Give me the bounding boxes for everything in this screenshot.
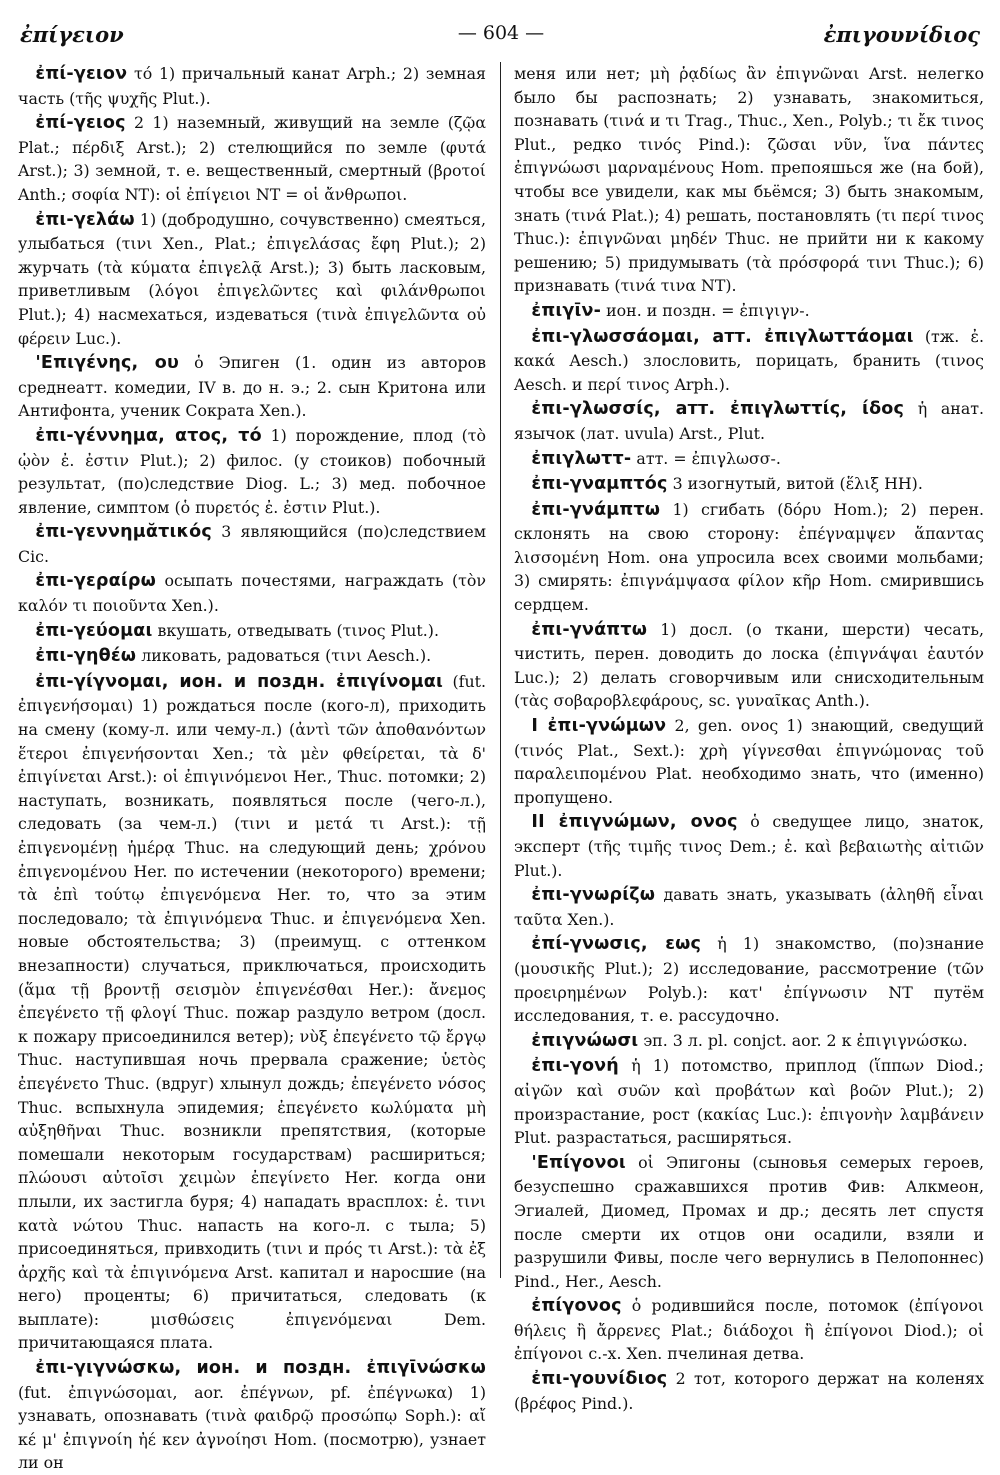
dictionary-entry [514, 1054, 984, 1149]
entry-definition: осыпать почестями, награждать (τὸν καλόν τι ποιοῦντα Xen.). [18, 571, 486, 616]
entry-definition: 3 изогнутый, витой (ἕλιξ HH). [667, 474, 923, 494]
entry-definition: ὁ родившийся после, потомок (ἐπίγονοι θήλεις ἢ ἄρρενες Plat.; διάδοχοι ἢ ἐπίγονοι Diod.); οἱ ἐπίγονοι с.-х. Xen. пчелиная детва. [514, 1296, 984, 1364]
entry-definition: 1) досл. (о ткани, шерсти) чесать, чистить, перен. доводить до лоска (ἐπιγνάψαι ἑαυτόν Luc.); 2) делать сговорчивым или снисходительным (τὰς σοβαροβλεφάρους, sc. γυναῖκας Anth.). [514, 619, 984, 711]
dictionary-entry [514, 932, 984, 1027]
entry-headword: ἐπι-γναμπτός [531, 474, 668, 495]
dictionary-entry [514, 810, 984, 882]
dictionary-entry [514, 472, 984, 497]
entry-definition: (тж. ἐ. κακά Aesch.) злословить, порицать, бранить (τινος Aesch. и περί τινος Arph.). [514, 326, 984, 394]
dictionary-entry [514, 325, 984, 397]
entry-headword: ἐπι-γηθέω [35, 646, 137, 667]
left-column [18, 62, 486, 1473]
entry-definition: (fut. ἐπιγνώσομαι, aor. ἐπέγνων, pf. ἐπέγνωκα) 1) узнавать, опознавать (τινὰ φαιδρῷ προσώπῳ Soph.): αἴ κέ μ' ἐπιγνοίη ἠέ κεν ἀγνοίησι Hom. (посмотрю), узнает ли он [18, 1382, 486, 1473]
entry-headword: ἐπιγνώωσι [531, 1030, 639, 1051]
entry-definition: 3 являющийся (по)следствием Cic. [18, 522, 486, 566]
entry-headword: ἐπι-γέννημα, ατος, τό [35, 425, 262, 446]
dictionary-entry [514, 299, 984, 324]
entry-definition: ἡ 1) знакомство, (по)знание (μουσικῆς Plut.); 2) исследование, рассмотрение (τῶν προειρημένων Polyb.): κατ' ἐπίγνωσιν NT путём исследования, т. е. рассудочно. [514, 934, 985, 1026]
entry-headword: ἐπι-γίγνομαι, ион. и поздн. ἐπιγίνομαι [35, 671, 443, 692]
entry-headword: I ἐπι-γνώμων [531, 716, 667, 737]
entry-definition: 2 тот, которого держат на коленях (βρέφος Pind.). [514, 1369, 984, 1413]
running-head-left: ἐπίγειον [20, 22, 124, 47]
dictionary-entry [514, 447, 984, 472]
entry-headword: ἐπι-γνωρίζω [531, 885, 656, 906]
dictionary-entry [514, 1367, 984, 1415]
dictionary-entry [514, 397, 984, 445]
entry-headword: ἐπίγονος [531, 1296, 622, 1317]
entry-headword: ἐπι-γεραίρω [35, 571, 157, 592]
entry-headword: ἐπί-γειος [35, 113, 126, 134]
entry-definition: ὁ Эпиген (1. один из авторов среднеатт. комедии, IV в. до н. э.; 2. сын Критона или Антифонта, ученик Сократа Xen.). [18, 353, 486, 421]
running-head-right: ἐπιγουνίδιος [823, 22, 980, 47]
entry-definition: ион. и поздн. = ἐπιγιγν-. [601, 300, 810, 320]
entry-headword: ἐπί-γειον [35, 64, 128, 84]
entry-definition: τό 1) причальный канат Arph.; 2) земная часть (τῆς ψυχῆς Plut.). [18, 64, 486, 108]
entry-headword: ἐπι-γνάπτω [531, 619, 648, 640]
entry-definition: 1) сгибать (δόρυ Hom.); 2) перен. склонять на свою сторону: ἐπέγναμψεν ἅπαντας λισσομένη Hom. она упросила всех своими мольбами; 3) смирять: ἐπιγνάμψασα φίλον κῆρ Hom. смирившись сердцем. [514, 499, 984, 615]
entry-definition: ἡ 1) потомство, приплод (ἵππων Diod.; αἰγῶν καὶ συῶν καὶ προβάτων καὶ βοῶν Plut.); 2) произрастание, рост (κακίας Luc.): ἐπιγονὴν λαμβάνειν Plut. разрастаться, расширяться. [514, 1056, 984, 1148]
column-divider [500, 62, 501, 1278]
entry-headword: ἐπί-γνωσις, εως [531, 934, 702, 955]
dictionary-entry [514, 62, 984, 298]
entry-headword: ἐπι-γλωσσάομαι, атт. ἐπιγλωττάομαι [531, 326, 914, 347]
dictionary-entry [514, 1029, 984, 1054]
entry-headword: 'Επιγένης, ου [35, 353, 179, 374]
entry-definition: меня или нет; μὴ ῥᾳδίως ἂν ἐπιγνῶναι Arst. нелегко было бы распознать; 2) узнавать, знакомиться, познавать (τινά и τι Trag., Thuc., Xen., Polyb.; τι ἔκ τινος Plut., редко τινός Pind.): ζῶσαι νῦν, ἵνα πάντες ἐπιγνώωσι μαρναμένους Hom. препояшься же (на бой), чтобы все увидели, как мы бьёмся; 3) быть знакомым, знать (τινά Plat.); 4) решать, постановлять (τι περί τινος Thuc.): ἐπιγνῶναι μηδέν Thuc. не прийти ни к какому решению; 5) придумывать (τὰ πρόσφορά τινι Thuc.); 6) признавать (τινά τινα NT). [514, 64, 984, 296]
entry-definition: ἡ анат. язычок (лат. uvula) Arst., Plut. [514, 399, 984, 443]
entry-headword: ἐπιγλωττ- [531, 448, 632, 469]
dictionary-entry [514, 883, 984, 931]
dictionary-entry [514, 498, 984, 617]
dictionary-entry [18, 1356, 486, 1475]
page-number: — 604 — [457, 22, 545, 44]
dictionary-entry [18, 619, 486, 644]
dictionary-entry [514, 618, 984, 713]
dictionary-entry [18, 644, 486, 669]
dictionary-entry [18, 569, 486, 617]
entry-definition: 1) порождение, плод (τὸ ᾠὸν ἐ. ἐστιν Plut.); 2) филос. (у стоиков) побочный результат, (по)следствие Diog. L.; 3) мед. побочное явление, симптом (ὁ πυρετός ἐ. ἐστιν Plut.). [18, 425, 486, 517]
dictionary-entry [18, 520, 486, 568]
entry-definition: ликовать, радоваться (τινι Aesch.). [136, 646, 432, 666]
entry-headword: II ἐπιγνώμων, ονος [531, 812, 738, 833]
entry-definition: давать знать, указывать (ἀληθῆ εἶναι ταῦτα Xen.). [514, 885, 984, 929]
entry-headword: ἐπι-γιγνώσκω, ион. и поздн. ἐπιγῑνώσκω [35, 1358, 486, 1379]
entry-definition: (fut. ἐπιγενήσομαι) 1) рождаться после (кого-л), приходить на смену (кому-л. или чему-л.) (ἀντὶ τῶν ἀποθανόντων ἕτεροι ἐπιγενήσονται Xen.; τὰ μὲν φθείρεται, τὰ δ' ἐπιγίνεται Arst.): οἱ ἐπιγινόμενοι Her., Thuc. потомки; 2) наступать, возникать, появляться после (чего-л.), следовать (за чем-л.) (τινι и μετά τι Arst.): τῇ ἐπιγενομένῃ ἡμέρᾳ Thuc. на следующий день; χρόνου ἐπιγενομένου Her. по истечении (некоторого) времени; τὰ ἐπὶ τούτῳ ἐπιγενόμενα Her. то, что за этим последовало; τὰ ἐπιγινόμενα Thuc. и ἐπιγενόμενα Xen. новые обстоятельства; 3) (преимущ. с оттенком внезапности) случаться, приключаться, происходить (ἅμα τῇ βροντῇ σεισμὸν ἐπιγενέσθαι Her.): ἄνεμος ἐπεγένετο τῇ φλογί Thuc. пожар раздуло ветром (досл. к пожару присоединился ветер); νὺξ ἐπεγένετο τῷ ἔργῳ Thuc. наступившая ночь прервала сражение; ὑετὸς ἐπεγένετο Thuc. (вдруг) хлынул дождь; ἐπεγένετο νόσος Thuc. вспыхнула эпидемия; ἐπεγένετο κωλύματα μὴ αὐξηθῆναι Thuc. возникли препятствия, (которые помешали некоторым государствам) расшириться; πλώουσι αὐτοῖσι χειμὼν ἐπεγίνετο Her. когда они плыли, их застигла буря; 4) нападать врасплох: ἐ. τινι κατὰ νώτου Thuc. напасть на кого-л. с тыла; 5) присоединяться, привходить (τινι и πρός τι Arst.): τὰ ἐξ ἀρχῆς καὶ τὰ ἐπιγινόμενα Arst. капитал и наросшие (на него) проценты; 6) причитаться, следовать (к выплате): μισθώσεις ἐπιγενόμεναι Dem. причитающаяся плата. [18, 671, 486, 1353]
dictionary-entry [18, 351, 486, 423]
dictionary-entry [18, 670, 486, 1355]
entry-headword: ἐπι-γελάω [35, 209, 135, 230]
entry-headword: ἐπι-γεύομαι [35, 620, 153, 641]
entry-definition: οἱ Эпигоны (сыновья семерых героев, безуспешно сражавшихся против Фив: Алкмеон, Эгиалей, Диомед, Промах и др.; десять лет спустя после смерти их отцов они осадили, взяли и разрушили Фивы, после чего вернулись в Пелопоннес) Pind., Her., Aesch. [514, 1152, 984, 1291]
entry-definition: ὁ сведущее лицо, знаток, эксперт (τῆς τιμῆς τινος Dem.; ἐ. καὶ βεβαιωτὴς αἰτιῶν Plut.). [514, 812, 984, 880]
entry-headword: ἐπι-γεννημᾰτικός [35, 522, 212, 543]
entry-definition: 1) (добродушно, сочувственно) смеяться, улыбаться (τινι Xen., Plat.; ἐπιγελάσας ἔφη Plut.); 2) журчать (τὰ κύματα ἐπιγελᾷ Arst.); 3) быть ласковым, приветливым (λόγοι ἐπιγελῶντες καὶ φιλάνθρωποι Plut.); 4) насмехаться, издеваться (τινὰ ἐπιγελῶντα οὐ φέρειν Luc.). [18, 209, 486, 348]
dictionary-entry [514, 1294, 984, 1366]
entry-definition: 2 1) наземный, живущий на земле (ζῷα Plat.; πέρδιξ Arst.); 2) стелющийся по земле (φυτά Arst.); 3) земной, т. е. вещественный, смертный (βροτοί Anth.; σοφία NT): οἱ ἐπίγειοι NT = οἱ ἄνθρωποι. [18, 113, 486, 204]
dictionary-entry [514, 714, 984, 809]
entry-definition: эп. 3 л. pl. conjct. aor. 2 к ἐπιγιγνώσκω. [638, 1030, 968, 1050]
dictionary-entry [18, 208, 486, 351]
entry-definition: 2, gen. ονος 1) знающий, сведущий (τινός Plat., Sext.): χρὴ γίγνεσθαι ἐπιγνώμονας τοῦ παραλειπομένου Plat. необходимо знать, что (именно) пропущено. [514, 716, 984, 807]
entry-headword: ἐπιγῑν- [531, 300, 602, 321]
entry-definition: атт. = ἐπιγλωσσ-. [631, 448, 781, 468]
dictionary-entry [18, 111, 486, 206]
two-column-body [18, 62, 985, 1473]
entry-headword: 'Επίγονοι [531, 1152, 626, 1173]
right-column [514, 62, 985, 1413]
dictionary-entry [514, 1151, 984, 1294]
entry-headword: ἐπι-γονή [531, 1056, 619, 1077]
entry-headword: ἐπι-γλωσσίς, атт. ἐπιγλωττίς, ίδος [531, 399, 905, 420]
page-header [18, 14, 984, 48]
entry-definition: вкушать, отведывать (τινος Plut.). [152, 620, 439, 640]
dictionary-entry [18, 62, 486, 110]
entry-headword: ἐπι-γνάμπτω [531, 499, 661, 520]
entry-headword: ἐπι-γουνίδιος [531, 1369, 668, 1390]
dictionary-entry [18, 424, 486, 519]
